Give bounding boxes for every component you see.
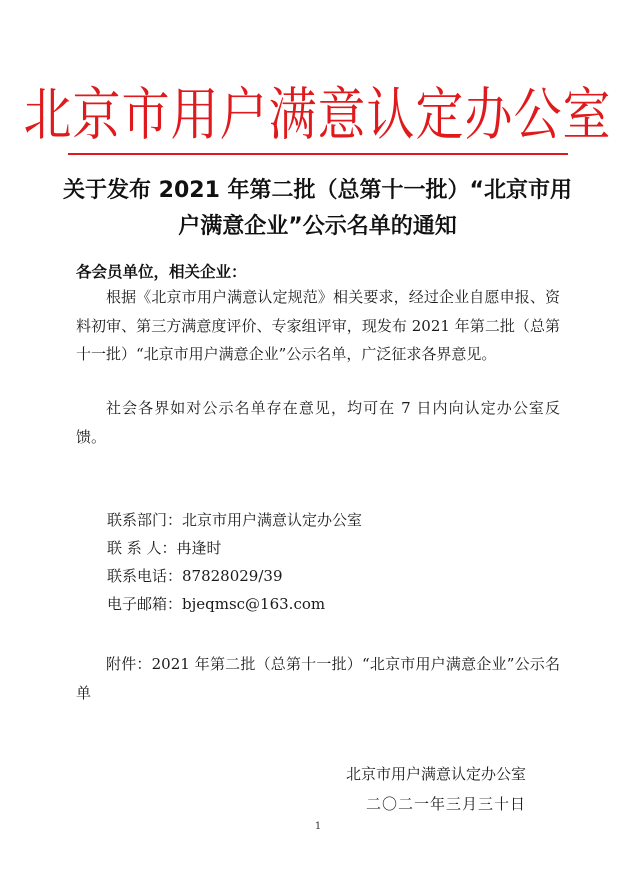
page-number: 1 (314, 821, 322, 832)
attachment-note: 附件：2021 年第二批（总第十一批）“北京市用户满意企业”公示名单 (76, 655, 560, 702)
contact-email: 电子邮箱：bjeqmsc@163.com (107, 595, 326, 613)
signature-date: 二〇二一年三月三十日 (366, 795, 527, 813)
body-paragraph-1: 根据《北京市用户满意认定规范》相关要求，经过企业自愿申报、资料初审、第三方满意度评价、专家组评审，现发布 2021 年第二批（总第十一批）“北京市用户满意企业”公示名单，广泛征求各界意见。 (76, 288, 560, 363)
contact-person: 联 系 人：冉逢时 (107, 539, 222, 557)
body-paragraph-2: 社会各界如对公示名单存在意见，均可在 7 日内向认定办公室反馈。 (76, 399, 560, 446)
letterhead-red-rule (68, 153, 568, 155)
contact-phone: 联系电话：87828029/39 (107, 567, 283, 585)
contact-department: 联系部门：北京市用户满意认定办公室 (107, 511, 363, 529)
salutation: 各会员单位，相关企业： (76, 263, 247, 281)
letterhead-title: 北京市用户满意认定办公室 (23, 81, 612, 148)
signature-organization: 北京市用户满意认定办公室 (346, 765, 527, 783)
document-title: 关于发布 2021 年第二批（总第十一批）“北京市用户满意企业”公示名单的通知 (62, 178, 572, 239)
